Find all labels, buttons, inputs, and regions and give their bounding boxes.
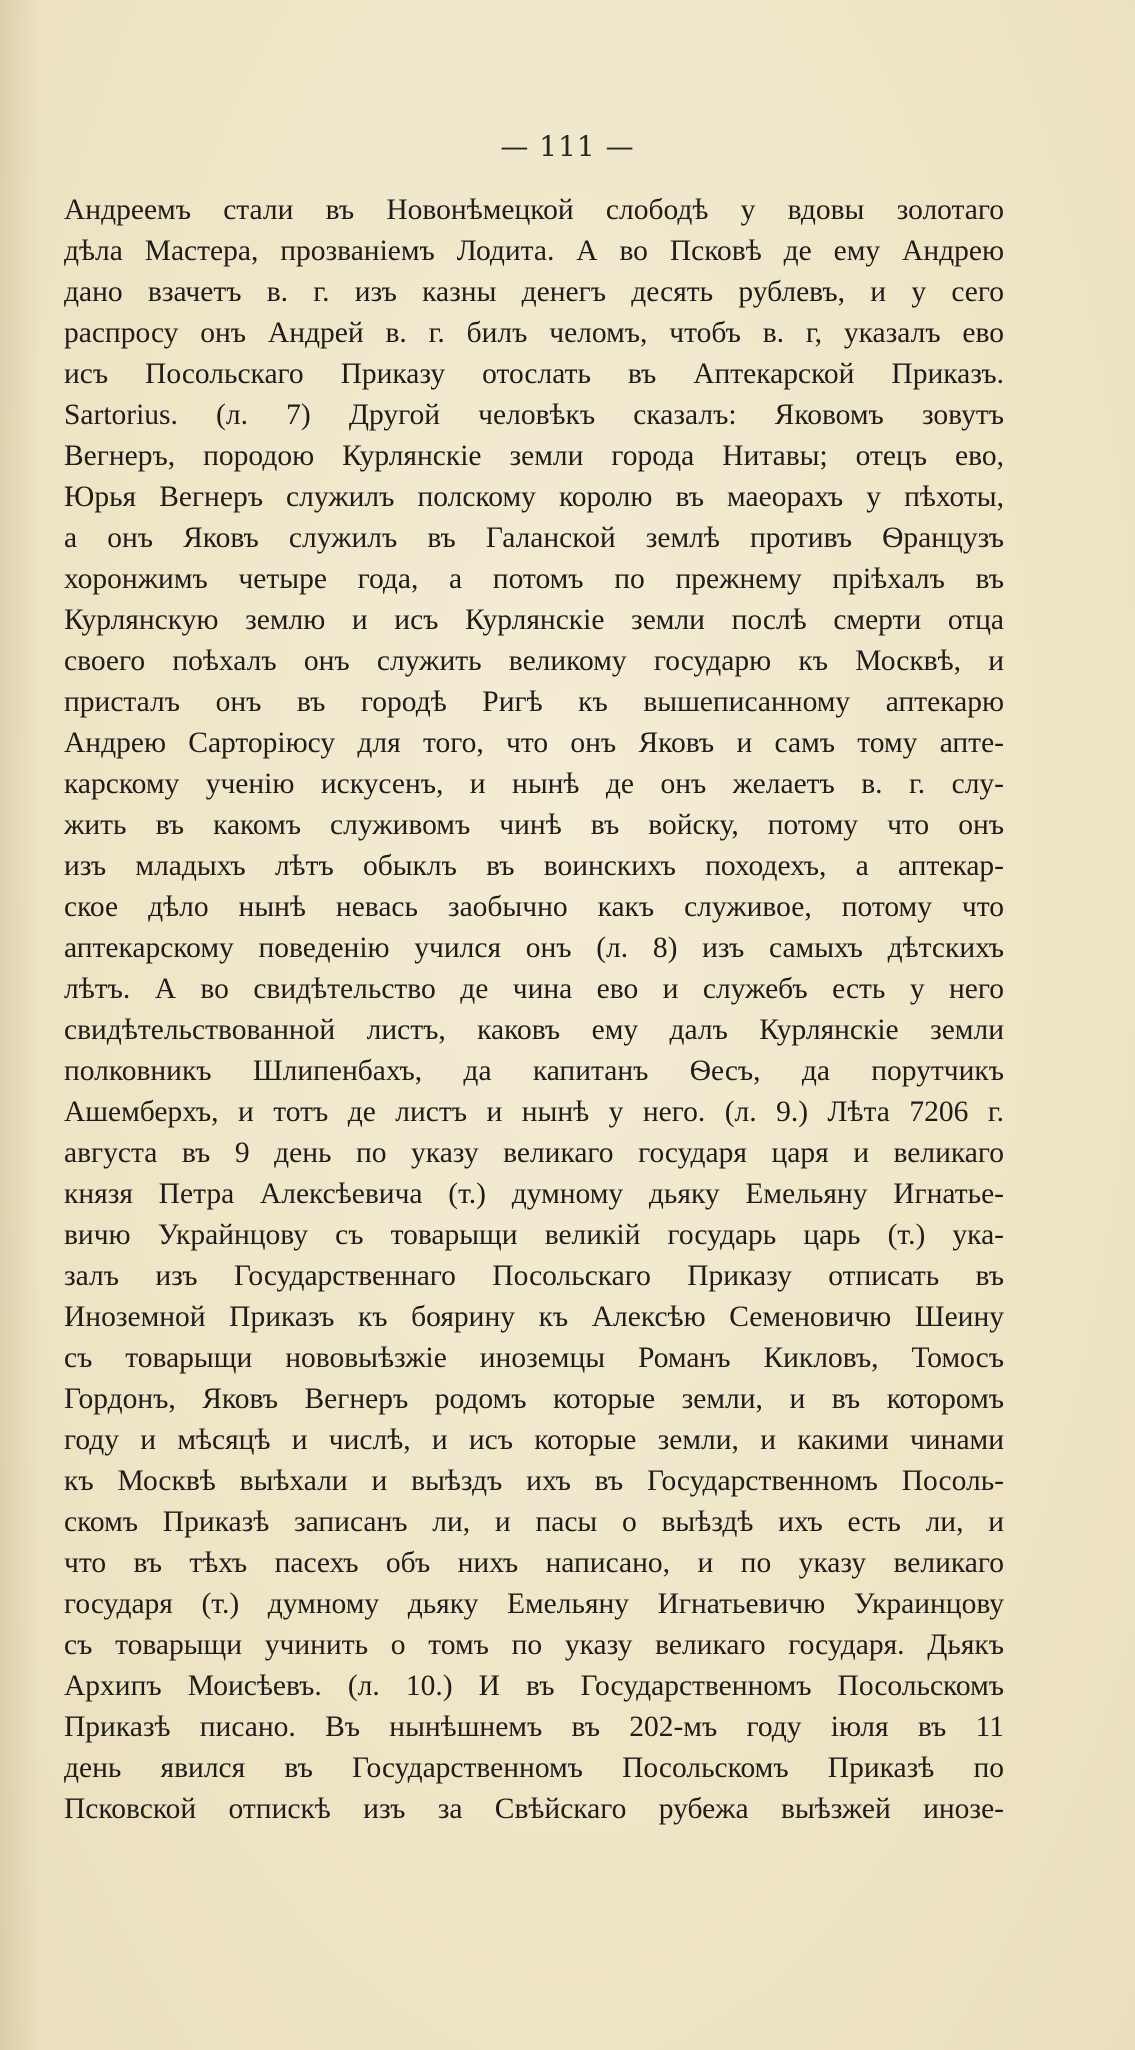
text-line: своего поѣхалъ онъ служить великому государю къ Москвѣ, и [64, 645, 1004, 677]
text-line: аптекарскому поведенію учился онъ (л. 8) изъ самыхъ дѣтскихъ [64, 932, 1004, 964]
text-line: день явился въ Государственномъ Посольскомъ Приказѣ по [64, 1752, 1004, 1784]
text-line: свидѣтельствованной листъ, каковъ ему далъ Курлянскіе земли [64, 1014, 1004, 1046]
text-line: а онъ Яковъ служилъ въ Галанской землѣ противъ Ѳранцузъ [64, 522, 1004, 554]
text-line: что въ тѣхъ пасехъ объ нихъ написано, и по указу великаго [64, 1547, 1004, 1579]
text-line: Ашемберхъ, и тотъ де листъ и нынѣ у него. (л. 9.) Лѣта 7206 г. [64, 1096, 1004, 1128]
text-line: полковникъ Шлипенбахъ, да капитанъ Ѳесъ, да порутчикъ [64, 1055, 1004, 1087]
text-line: Sartorius. (л. 7) Другой человѣкъ сказалъ: Яковомъ зовутъ [64, 399, 1004, 431]
text-line: Андрею Сарторіюсу для того, что онъ Яковъ и самъ тому апте- [64, 727, 1004, 759]
text-line: исъ Посольскаго Приказу отослать въ Аптекарской Приказъ. [64, 358, 1004, 390]
text-line: Юрья Вегнеръ служилъ полскому королю въ маеорахъ у пѣхоты, [64, 481, 1004, 513]
text-line: жить въ какомъ служивомъ чинѣ въ войску, потому что онъ [64, 809, 1004, 841]
text-line: изъ младыхъ лѣтъ обыклъ въ воинскихъ походехъ, а аптекар- [64, 850, 1004, 882]
text-line: лѣтъ. А во свидѣтельство де чина ево и служебъ есть у него [64, 973, 1004, 1005]
text-line: распросу онъ Андрей в. г. билъ челомъ, чтобъ в. г, указалъ ево [64, 317, 1004, 349]
page-edge-shading [0, 0, 40, 2050]
text-line: князя Петра Алексѣевича (т.) думному дьяку Емельяну Игнатье- [64, 1178, 1004, 1210]
text-line: году и мѣсяцѣ и числѣ, и исъ которые земли, и какими чинами [64, 1424, 1004, 1456]
text-line: государя (т.) думному дьяку Емельяну Игнатьевичю Украинцову [64, 1588, 1004, 1620]
text-line: Андреемъ стали въ Новонѣмецкой слободѣ у вдовы золотаго [64, 194, 1004, 226]
text-line: залъ изъ Государственнаго Посольскаго Приказу отписать въ [64, 1260, 1004, 1292]
text-line: дано взачетъ в. г. изъ казны денегъ десять рублевъ, и у сего [64, 276, 1004, 308]
text-line: августа въ 9 день по указу великаго государя царя и великаго [64, 1137, 1004, 1169]
text-line: скомъ Приказѣ записанъ ли, и пасы о выѣздѣ ихъ есть ли, и [64, 1506, 1004, 1538]
body-text [64, 190, 1004, 1830]
text-line: съ товарыщи нововыѣзжіе иноземцы Романъ Кикловъ, Томосъ [64, 1342, 1004, 1374]
text-line: съ товарыщи учинить о томъ по указу великаго государя. Дьякъ [64, 1629, 1004, 1661]
text-line: къ Москвѣ выѣхали и выѣздъ ихъ въ Государственномъ Посоль- [64, 1465, 1004, 1497]
text-line: Курлянскую землю и исъ Курлянскіе земли послѣ смерти отца [64, 604, 1004, 636]
text-line: Вегнеръ, породою Курлянскіе земли города Нитавы; отецъ ево, [64, 440, 1004, 472]
text-line: Приказѣ писано. Въ нынѣшнемъ въ 202-мъ году іюля въ 11 [64, 1711, 1004, 1743]
text-line: ское дѣло нынѣ невась заобычно какъ служивое, потому что [64, 891, 1004, 923]
text-line: присталъ онъ въ городѣ Ригѣ къ вышеписанному аптекарю [64, 686, 1004, 718]
text-line: вичю Украйнцову съ товарыщи великій государь царь (т.) ука- [64, 1219, 1004, 1251]
text-line: карскому ученію искусенъ, и нынѣ де онъ желаетъ в. г. слу- [64, 768, 1004, 800]
text-line: Иноземной Приказъ къ боярину къ Алексѣю Семеновичю Шеину [64, 1301, 1004, 1333]
text-line: Архипъ Моисѣевъ. (л. 10.) И въ Государственномъ Посольскомъ [64, 1670, 1004, 1702]
text-line: хоронжимъ четыре года, а потомъ по прежнему пріѣхалъ въ [64, 563, 1004, 595]
text-line: Псковской отпискѣ изъ за Свѣйскаго рубежа выѣзжей инозе- [64, 1793, 1004, 1825]
text-line: дѣла Мастера, прозваніемъ Лодита. А во Псковѣ де ему Андрею [64, 235, 1004, 267]
text-line: Гордонъ, Яковъ Вегнеръ родомъ которые земли, и въ которомъ [64, 1383, 1004, 1415]
page-number: — 111 — [500, 130, 635, 163]
